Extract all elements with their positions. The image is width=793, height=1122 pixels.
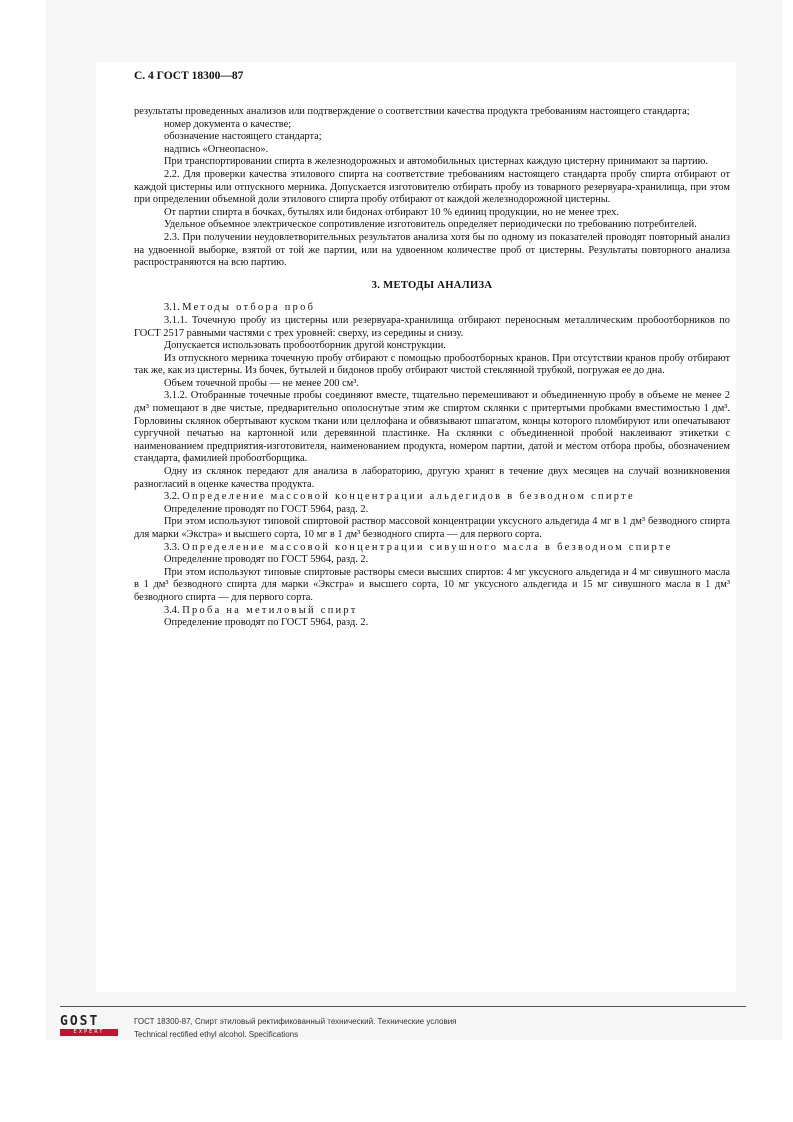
gost-expert-logo[interactable] [60, 1015, 118, 1036]
footer-title-en: Technical rectified ethyl alcohol. Specifications [134, 1030, 299, 1039]
paragraph: 3.1.2. Отобранные точечные пробы соединяют вместе, тщательно перемешивают и объединенную пробу в объеме не менее 2 дм³ помещают в две чистые, предварительно ополоснутые этим же спиртом склянки с притертыми пробками вместимостью 1 дм³. Горловины склянок обертывают куском ткани или целлофана и обвязывают шпагатом, концы которого пломбируют или опечатывают сургучной печатью на картонной или деревянной пластинке. На склянки с объединенной пробой наклеивают этикетки с наименованием предприятия-изготовителя, наименованием продукта, номером партии, датой и местом отбора пробы, обозначением стандарта, фамилией пробоотборщика. [134, 390, 730, 465]
paragraph: надпись «Огнеопасно». [164, 143, 269, 155]
paragraph: Из отпускного мерника точечную пробу отбирают с помощью пробоотборных кранов. При отсутствии кранов пробу отбирают так же, как из цистерны. Из бочек, бутылей и бидонов пробу отбирают чистой стеклянной трубкой, погружая ее до дна. [134, 352, 730, 377]
footer-divider [60, 1006, 746, 1007]
section-number: 3.2. [164, 491, 180, 503]
section-heading: Определение массовой концентрации сивушного масла в безводном спирте [182, 541, 673, 553]
paragraph: 2.2. Для проверки качества этилового спирта на соответствие требованиям настоящего стандарта пробу спирта отбирают от каждой цистерны или отпускного мерника. Допускается изготовителю отбирать пробу из товарного резервуара-хранилища, при этом при определении объемной доли этилового спирта пробу отбирают от каждой железнодорожной цистерны. [134, 168, 730, 206]
subsection-3-1 [134, 302, 730, 315]
logo-subtext: EXPERT [60, 1029, 118, 1036]
section-number: 3.4. [164, 604, 180, 616]
paragraph: обозначение настоящего стандарта; [164, 131, 322, 143]
section-number: 3.1. [164, 302, 180, 314]
paragraph: номер документа о качестве; [164, 118, 292, 130]
section-title: 3. МЕТОДЫ АНАЛИЗА [371, 279, 493, 291]
paragraph: Удельное объемное электрическое сопротивление изготовитель определяет периодически по требованию потребителей. [164, 219, 697, 231]
paragraph: 3.1.1. Точечную пробу из цистерны или резервуара-хранилища отбирают переносным металлическим пробоотборников по ГОСТ 2517 равными частями с трех уровней: сверху, из середины и снизу. [134, 314, 730, 339]
paragraph: Допускается использовать пробоотборник другой конструкции. [164, 340, 446, 352]
paragraph: От партии спирта в бочках, бутылях или бидонах отбирают 10 % единиц продукции, но не менее трех. [164, 206, 619, 218]
paragraph: Определение проводят по ГОСТ 5964, разд. 2. [164, 617, 369, 629]
footer-title-ru: ГОСТ 18300-87, Спирт этиловый ректификованный технический. Технические условия [134, 1017, 457, 1026]
section-heading: Методы отбора проб [182, 302, 316, 314]
subsection-3-3 [134, 542, 730, 555]
logo-text: GOST [60, 1014, 100, 1029]
paragraph: Объем точечной пробы — не менее 200 см³. [164, 377, 359, 389]
subsection-3-4 [134, 605, 730, 618]
section-heading: Определение массовой концентрации альдегидов в безводном спирте [182, 491, 635, 503]
page-header: С. 4 ГОСТ 18300—87 [134, 70, 244, 82]
paragraph: При транспортировании спирта в железнодорожных и автомобильных цистернах каждую цистерну принимают за партию. [164, 156, 708, 168]
subsection-3-2 [134, 491, 730, 504]
document-body [134, 106, 730, 630]
paragraph: 2.3. При получении неудовлетворительных результатов анализа хотя бы по одному из показателей проводят повторный анализ на удвоенной выборке, взятой от той же партии, или на удвоенном количестве проб от цистерны. Результаты повторного анализа распространяются на всю партию. [134, 231, 730, 269]
section-heading: Проба на метиловый спирт [182, 604, 358, 616]
section-number: 3.3. [164, 541, 180, 553]
paragraph: Определение проводят по ГОСТ 5964, разд. 2. [164, 503, 369, 515]
paragraph: При этом используют типовые спиртовые растворы смеси высших спиртов: 4 мг уксусного альдегида и 4 мг сивушного масла в 1 дм³ безводного спирта для марки «Экстра» и высшего сорта, 10 мг уксусного альдегида и 15 мг сивушного масла в 1 дм³ безводного спирта — для первого сорта. [134, 566, 730, 603]
paragraph: Определение проводят по ГОСТ 5964, разд. 2. [164, 554, 369, 566]
paragraph: Одну из склянок передают для анализа в лабораторию, другую хранят в течение двух месяцев на случай возникновения разногласий в оценке качества продукта. [134, 466, 730, 490]
paragraph: результаты проведенных анализов или подтверждение о соответствии качества продукта требованиям настоящего стандарта; [134, 106, 690, 117]
paragraph: При этом используют типовой спиртовой раствор массовой концентрации уксусного альдегида 4 мг в 1 дм³ безводного спирта для марки «Экстра» и высшего сорта, 10 мг в 1 дм³ безводного спирта — для первого сорта. [134, 516, 730, 540]
